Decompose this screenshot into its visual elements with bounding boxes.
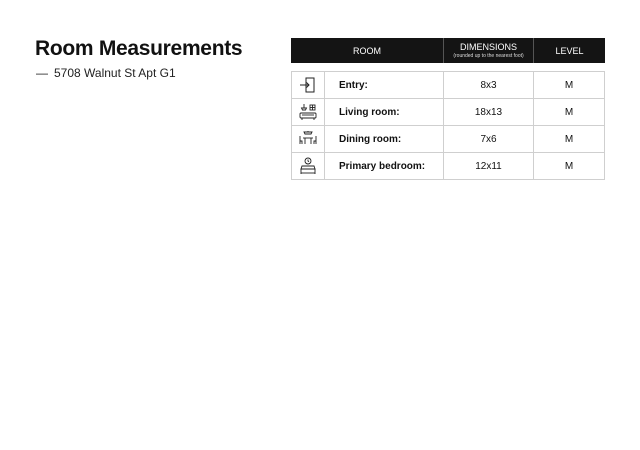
- column-level-label: LEVEL: [555, 45, 584, 56]
- table-row: [291, 153, 605, 180]
- column-header-level: [534, 38, 605, 63]
- table-body: [291, 71, 605, 180]
- living-room-sofa-icon: [292, 99, 325, 125]
- address-dash: —: [36, 66, 48, 80]
- column-room-label: ROOM: [353, 45, 381, 56]
- room-dimensions: 8x3: [444, 72, 534, 98]
- room-dimensions: 12x11: [444, 153, 534, 179]
- room-name: Primary bedroom:: [325, 153, 444, 179]
- column-header-dimensions: [444, 38, 534, 63]
- room-level: M: [564, 160, 574, 172]
- column-dimensions-label: DIMENSIONS: [459, 42, 517, 52]
- table-row: [291, 72, 605, 99]
- address-text: 5708 Walnut St Apt G1: [54, 66, 176, 80]
- table-header: [291, 38, 605, 63]
- table-row: [291, 126, 605, 153]
- table-row: [291, 99, 605, 126]
- room-measurements-table: [291, 38, 605, 180]
- room-dimensions: 18x13: [444, 99, 534, 125]
- room-name: Living room:: [325, 99, 444, 125]
- column-header-room: [291, 38, 444, 63]
- column-dimensions-note: (rounded up to the nearest foot): [453, 53, 524, 59]
- room-level: M: [564, 133, 574, 145]
- entry-door-icon: [292, 72, 325, 98]
- room-level: M: [564, 79, 574, 91]
- room-name: Entry:: [325, 72, 444, 98]
- page-title: Room Measurements: [35, 37, 243, 60]
- dining-table-icon: [292, 126, 325, 152]
- bed-icon: [292, 153, 325, 179]
- property-address: [36, 66, 176, 80]
- room-name: Dining room:: [325, 126, 444, 152]
- room-dimensions: 7x6: [444, 126, 534, 152]
- room-level: M: [564, 106, 574, 118]
